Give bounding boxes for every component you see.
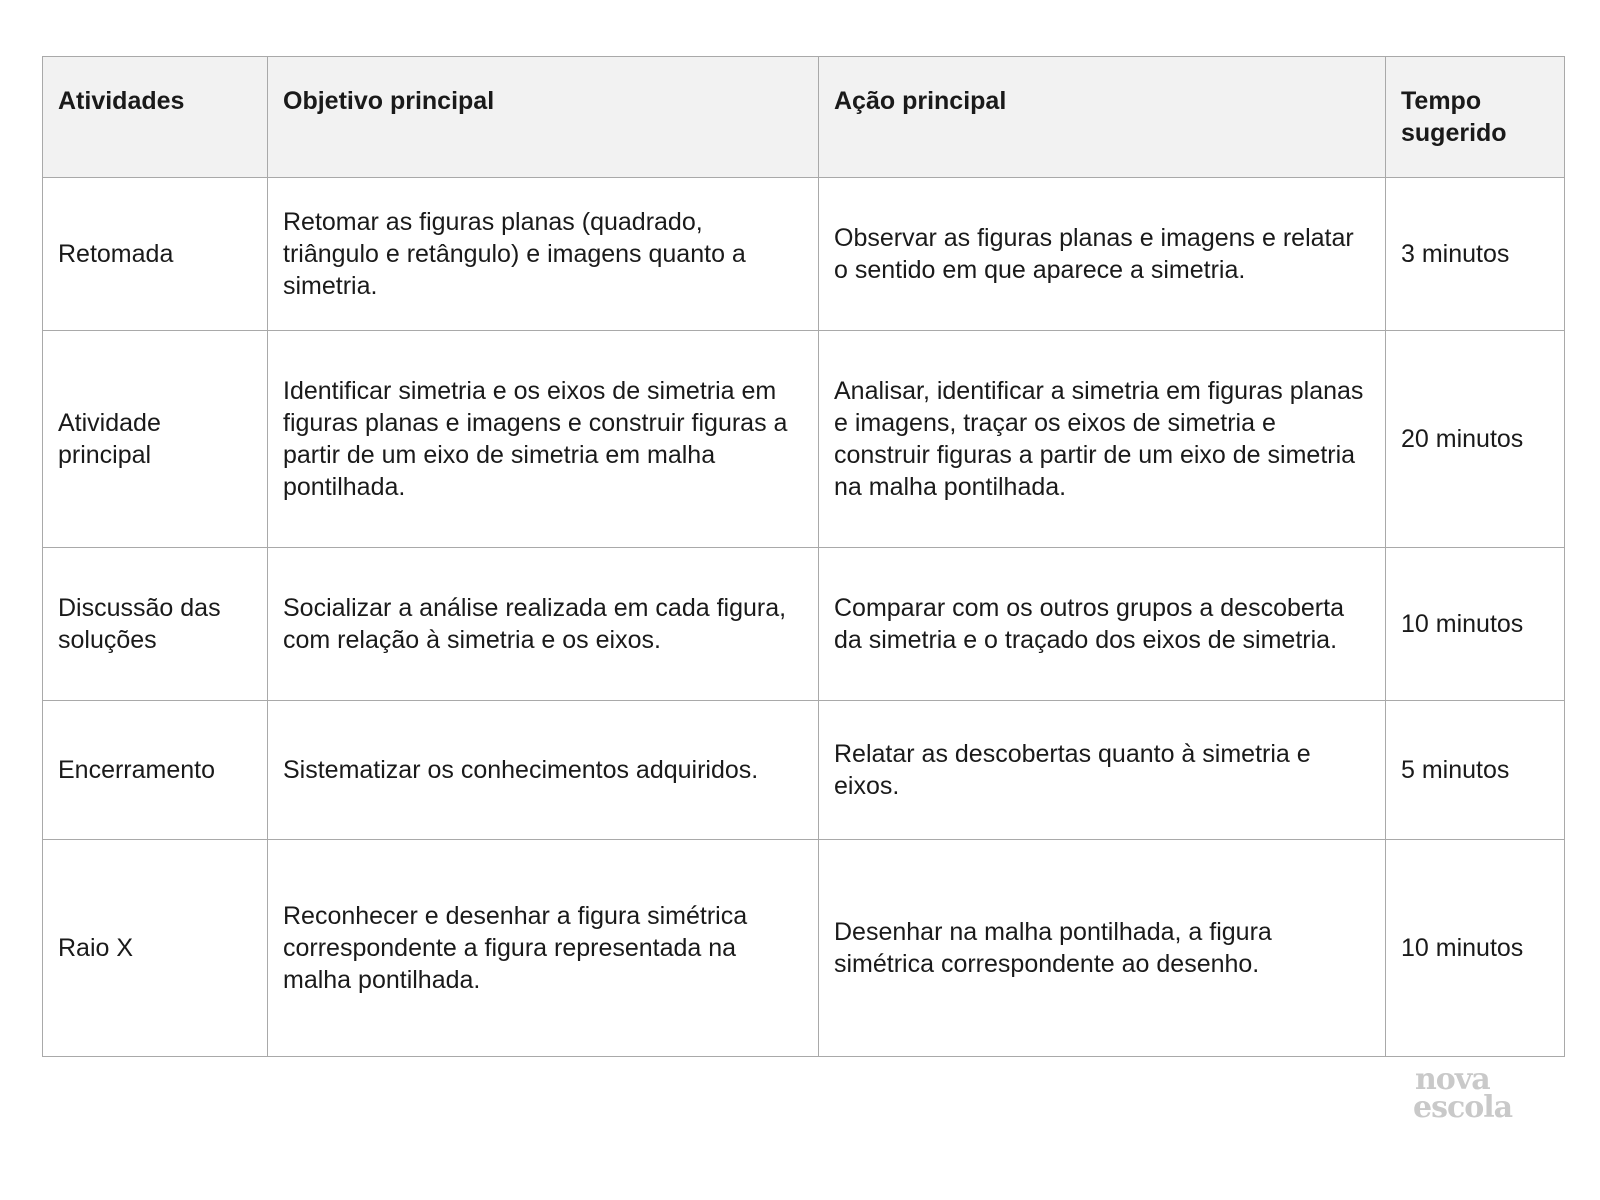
cell-tempo: 5 minutos bbox=[1386, 701, 1565, 840]
table-row bbox=[43, 331, 1565, 548]
cell-atividade: Atividade principal bbox=[43, 331, 268, 548]
cell-atividade: Retomada bbox=[43, 178, 268, 331]
cell-atividade: Encerramento bbox=[43, 701, 268, 840]
table-header-row bbox=[43, 57, 1565, 178]
lesson-plan-table bbox=[42, 56, 1565, 1057]
cell-acao: Relatar as descobertas quanto à simetria e eixos. bbox=[819, 701, 1386, 840]
header-acao-principal: Ação principal bbox=[819, 57, 1386, 178]
cell-acao: Comparar com os outros grupos a descoberta da simetria e o traçado dos eixos de simetria. bbox=[819, 548, 1386, 701]
cell-objetivo: Retomar as figuras planas (quadrado, triângulo e retângulo) e imagens quanto a simetria. bbox=[268, 178, 819, 331]
cell-tempo: 3 minutos bbox=[1386, 178, 1565, 331]
cell-objetivo: Reconhecer e desenhar a figura simétrica correspondente a figura representada na malha pontilhada. bbox=[268, 840, 819, 1057]
logo-line-2: escola bbox=[1413, 1090, 1513, 1125]
cell-tempo: 10 minutos bbox=[1386, 548, 1565, 701]
header-objetivo-principal: Objetivo principal bbox=[268, 57, 819, 178]
table-row bbox=[43, 701, 1565, 840]
table-row bbox=[43, 840, 1565, 1057]
cell-tempo: 10 minutos bbox=[1386, 840, 1565, 1057]
table-row bbox=[43, 178, 1565, 331]
cell-acao: Desenhar na malha pontilhada, a figura simétrica correspondente ao desenho. bbox=[819, 840, 1386, 1057]
logo-line-1: nova bbox=[1415, 1062, 1490, 1097]
cell-objetivo: Socializar a análise realizada em cada figura, com relação à simetria e os eixos. bbox=[268, 548, 819, 701]
cell-tempo: 20 minutos bbox=[1386, 331, 1565, 548]
cell-objetivo: Identificar simetria e os eixos de simetria em figuras planas e imagens e construir figuras a partir de um eixo de simetria em malha pontilhada. bbox=[268, 331, 819, 548]
cell-acao: Analisar, identificar a simetria em figuras planas e imagens, traçar os eixos de simetria e construir figuras a partir de um eixo de simetria na malha pontilhada. bbox=[819, 331, 1386, 548]
header-tempo-sugerido: Tempo sugerido bbox=[1386, 57, 1565, 178]
header-atividades: Atividades bbox=[43, 57, 268, 178]
cell-acao: Observar as figuras planas e imagens e relatar o sentido em que aparece a simetria. bbox=[819, 178, 1386, 331]
nova-escola-logo bbox=[1413, 1062, 1533, 1125]
table-row bbox=[43, 548, 1565, 701]
cell-atividade: Raio X bbox=[43, 840, 268, 1057]
cell-atividade: Discussão das soluções bbox=[43, 548, 268, 701]
cell-objetivo: Sistematizar os conhecimentos adquiridos. bbox=[268, 701, 819, 840]
